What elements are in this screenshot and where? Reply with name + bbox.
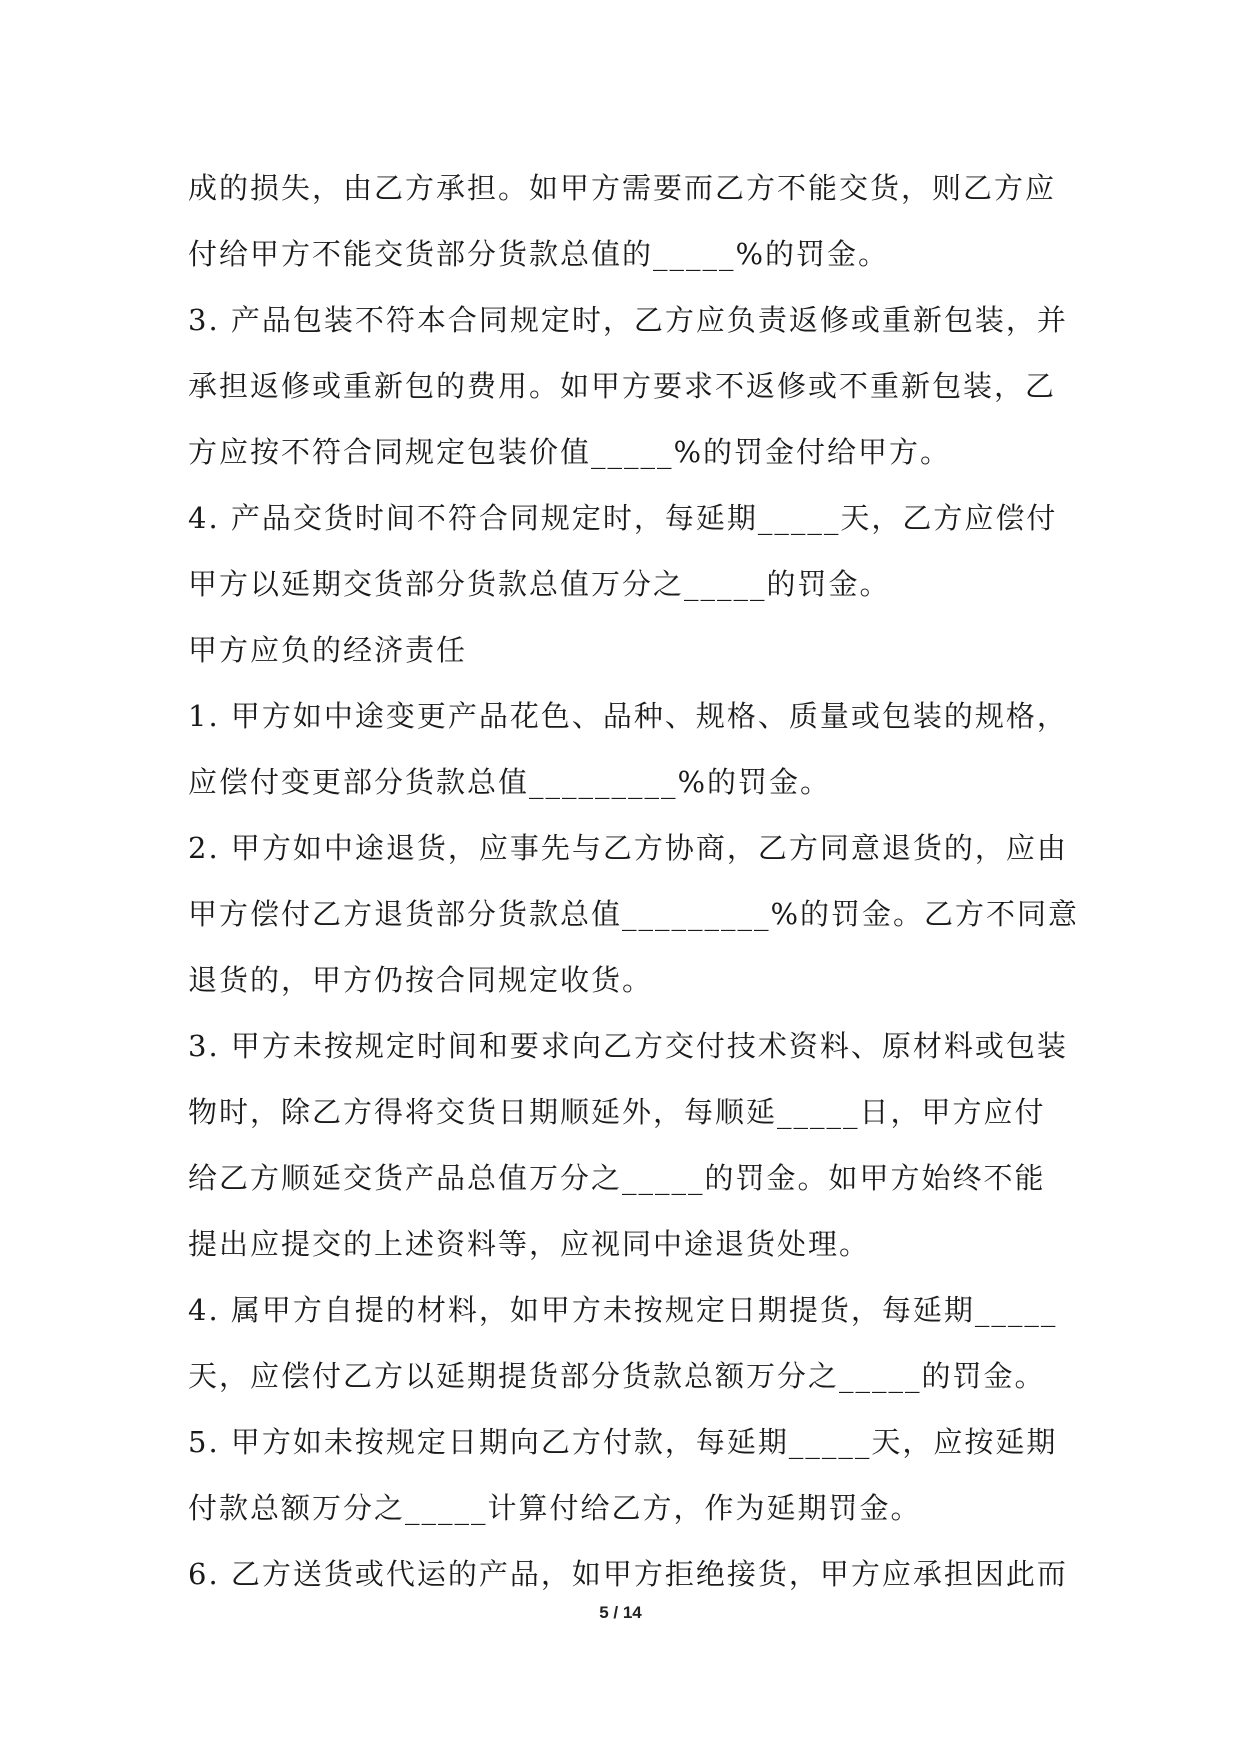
page-number: 5 / 14 bbox=[599, 1603, 642, 1622]
text-line: 4. 产品交货时间不符合同规定时，每延期_____天，乙方应偿付 bbox=[188, 501, 1058, 535]
text-line: 方应按不符合同规定包装价值_____%的罚金付给甲方。 bbox=[188, 435, 952, 469]
text-line: 付款总额万分之_____计算付给乙方，作为延期罚金。 bbox=[188, 1491, 922, 1525]
text-line: 甲方偿付乙方退货部分货款总值_________%的罚金。乙方不同意 bbox=[188, 897, 1080, 931]
text-line: 应偿付变更部分货款总值_________%的罚金。 bbox=[188, 765, 832, 799]
section-heading: 甲方应负的经济责任 bbox=[188, 633, 468, 667]
document-body bbox=[188, 155, 1080, 1607]
text-line: 6. 乙方送货或代运的产品，如甲方拒绝接货，甲方应承担因此而 bbox=[188, 1557, 1068, 1591]
text-line: 成的损失，由乙方承担。如甲方需要而乙方不能交货，则乙方应 bbox=[188, 171, 1057, 205]
text-line: 给乙方顺延交货产品总值万分之_____的罚金。如甲方始终不能 bbox=[188, 1161, 1046, 1195]
text-line: 退货的，甲方仍按合同规定收货。 bbox=[188, 963, 654, 997]
text-line: 5. 甲方如未按规定日期向乙方付款，每延期_____天，应按延期 bbox=[188, 1425, 1058, 1459]
text-line: 提出应提交的上述资料等，应视同中途退货处理。 bbox=[188, 1227, 871, 1261]
text-line: 天，应偿付乙方以延期提货部分货款总额万分之_____的罚金。 bbox=[188, 1359, 1046, 1393]
text-line: 甲方以延期交货部分货款总值万分之_____的罚金。 bbox=[188, 567, 891, 601]
text-line: 4. 属甲方自提的材料，如甲方未按规定日期提货，每延期_____ bbox=[188, 1293, 1058, 1327]
text-line: 2. 甲方如中途退货，应事先与乙方协商，乙方同意退货的，应由 bbox=[188, 831, 1068, 865]
text-line: 物时，除乙方得将交货日期顺延外，每顺延_____日，甲方应付 bbox=[188, 1095, 1046, 1129]
text-line: 3. 产品包装不符本合同规定时，乙方应负责返修或重新包装，并 bbox=[188, 303, 1068, 337]
text-line: 承担返修或重新包的费用。如甲方要求不返修或不重新包装，乙 bbox=[188, 369, 1057, 403]
text-line: 1. 甲方如中途变更产品花色、品种、规格、质量或包装的规格， bbox=[188, 699, 1068, 733]
text-line: 3. 甲方未按规定时间和要求向乙方交付技术资料、原材料或包装 bbox=[188, 1029, 1068, 1063]
text-line: 付给甲方不能交货部分货款总值的_____%的罚金。 bbox=[188, 237, 890, 271]
